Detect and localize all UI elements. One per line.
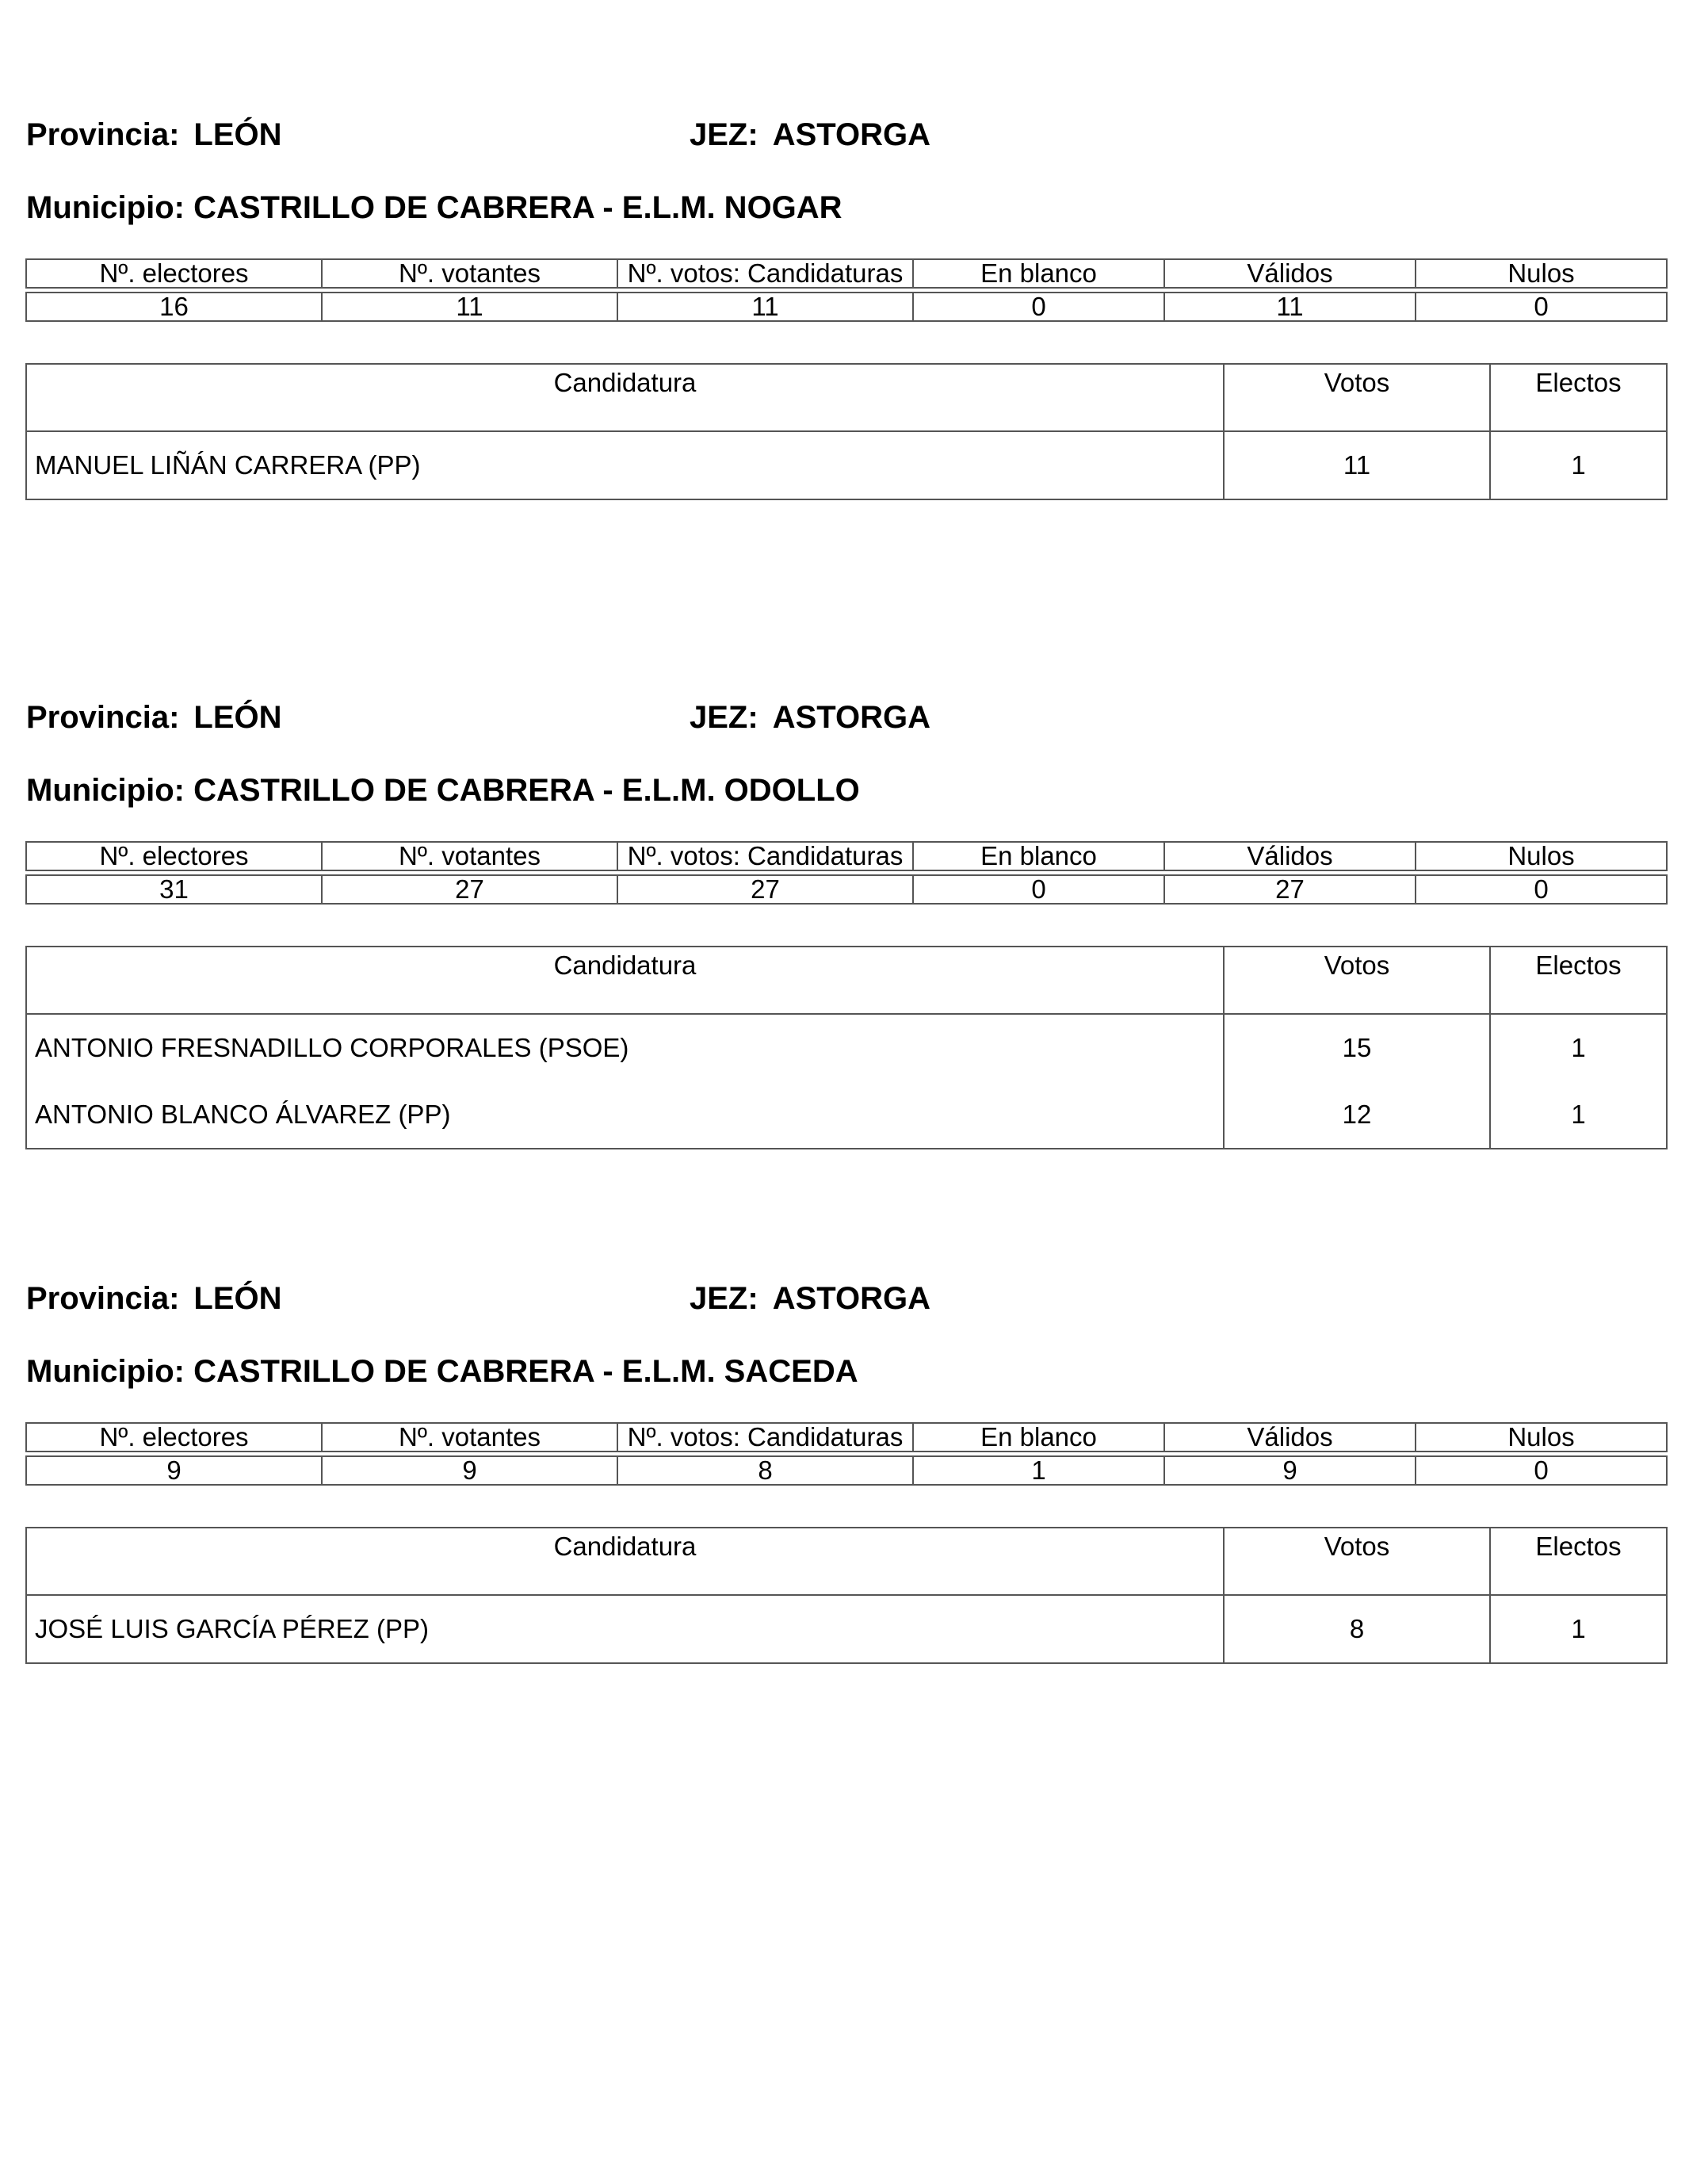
stats-header-row <box>26 1423 1667 1452</box>
electos-header: Electos <box>1490 947 1667 1014</box>
electos-header: Electos <box>1490 364 1667 431</box>
stat-header: Nº. votantes <box>322 1423 617 1452</box>
stat-header: Nulos <box>1416 1423 1667 1452</box>
stat-value: 11 <box>1164 293 1416 321</box>
municipio-title: Municipio: CASTRILLO DE CABRERA - E.L.M. ODOLLO <box>26 773 860 808</box>
candidatura-header: Candidatura <box>26 947 1224 1014</box>
provincia-value: LEÓN <box>193 1281 282 1316</box>
votos-header: Votos <box>1224 364 1490 431</box>
provincia-label: Provincia: <box>26 1281 180 1316</box>
stat-value: 0 <box>913 293 1164 321</box>
table-row <box>26 1081 1667 1149</box>
stat-value: 0 <box>1416 1456 1667 1485</box>
stat-header: Nº. votantes <box>322 259 617 288</box>
candidates-table <box>25 1527 1668 1664</box>
candidates-table <box>25 946 1668 1149</box>
table-row <box>26 1014 1667 1081</box>
provincia-label: Provincia: <box>26 117 180 152</box>
provincia-label: Provincia: <box>26 700 180 735</box>
votos-header: Votos <box>1224 947 1490 1014</box>
municipio-title: Municipio: CASTRILLO DE CABRERA - E.L.M. NOGAR <box>26 190 842 225</box>
stat-header: Nº. votantes <box>322 842 617 870</box>
stats-value-row <box>26 875 1667 904</box>
stat-header: En blanco <box>913 1423 1164 1452</box>
candidate-electos: 1 <box>1490 1595 1667 1663</box>
jez-line <box>690 1279 930 1318</box>
municipio-title: Municipio: CASTRILLO DE CABRERA - E.L.M. SACEDA <box>26 1354 858 1389</box>
stat-header: Nº. electores <box>26 1423 322 1452</box>
votos-header: Votos <box>1224 1528 1490 1595</box>
stats-value-row <box>26 293 1667 321</box>
candidate-name: MANUEL LIÑÁN CARRERA (PP) <box>26 431 1224 499</box>
candidate-votos: 11 <box>1224 431 1490 499</box>
jez-line <box>690 116 930 154</box>
stat-value: 9 <box>26 1456 322 1485</box>
stats-table <box>25 841 1668 905</box>
jez-value: ASTORGA <box>772 1281 930 1316</box>
stat-value: 27 <box>617 875 913 904</box>
stat-header: Nulos <box>1416 842 1667 870</box>
candidate-electos: 1 <box>1490 1014 1667 1081</box>
stat-value: 0 <box>1416 875 1667 904</box>
candidate-name: JOSÉ LUIS GARCÍA PÉREZ (PP) <box>26 1595 1224 1663</box>
candidatura-header: Candidatura <box>26 1528 1224 1595</box>
table-row <box>26 431 1667 499</box>
provincia-line <box>26 698 282 736</box>
stat-header: Nº. votos: Candidaturas <box>617 259 913 288</box>
stat-header: Nº. electores <box>26 259 322 288</box>
stat-value: 11 <box>617 293 913 321</box>
jez-value: ASTORGA <box>772 700 930 735</box>
stat-value: 27 <box>1164 875 1416 904</box>
provincia-value: LEÓN <box>193 117 282 152</box>
stat-value: 16 <box>26 293 322 321</box>
stats-table <box>25 258 1668 322</box>
stat-value: 31 <box>26 875 322 904</box>
stat-header: Nº. votos: Candidaturas <box>617 842 913 870</box>
stat-value: 0 <box>1416 293 1667 321</box>
provincia-line <box>26 116 282 154</box>
jez-label: JEZ: <box>690 117 758 152</box>
candidates-header-row <box>26 364 1667 431</box>
stat-header: En blanco <box>913 259 1164 288</box>
jez-value: ASTORGA <box>772 117 930 152</box>
candidate-name: ANTONIO BLANCO ÁLVAREZ (PP) <box>26 1081 1224 1149</box>
jez-label: JEZ: <box>690 700 758 735</box>
stat-value: 8 <box>617 1456 913 1485</box>
stat-header: Válidos <box>1164 842 1416 870</box>
jez-label: JEZ: <box>690 1281 758 1316</box>
candidate-name: ANTONIO FRESNADILLO CORPORALES (PSOE) <box>26 1014 1224 1081</box>
candidate-electos: 1 <box>1490 431 1667 499</box>
stat-header: Nulos <box>1416 259 1667 288</box>
candidates-table <box>25 363 1668 500</box>
stat-value: 11 <box>322 293 617 321</box>
stat-header: Nº. votos: Candidaturas <box>617 1423 913 1452</box>
stats-table <box>25 1422 1668 1486</box>
stat-value: 9 <box>1164 1456 1416 1485</box>
stats-header-row <box>26 842 1667 870</box>
candidates-header-row <box>26 947 1667 1014</box>
candidate-votos: 8 <box>1224 1595 1490 1663</box>
stat-header: Nº. electores <box>26 842 322 870</box>
provincia-line <box>26 1279 282 1318</box>
candidate-votos: 15 <box>1224 1014 1490 1081</box>
stat-header: Válidos <box>1164 1423 1416 1452</box>
candidates-header-row <box>26 1528 1667 1595</box>
stat-header: Válidos <box>1164 259 1416 288</box>
stats-value-row <box>26 1456 1667 1485</box>
jez-line <box>690 698 930 736</box>
stat-value: 0 <box>913 875 1164 904</box>
candidatura-header: Candidatura <box>26 364 1224 431</box>
stat-value: 1 <box>913 1456 1164 1485</box>
stat-value: 27 <box>322 875 617 904</box>
stat-value: 9 <box>322 1456 617 1485</box>
candidate-votos: 12 <box>1224 1081 1490 1149</box>
candidate-electos: 1 <box>1490 1081 1667 1149</box>
table-row <box>26 1595 1667 1663</box>
electos-header: Electos <box>1490 1528 1667 1595</box>
stat-header: En blanco <box>913 842 1164 870</box>
stats-header-row <box>26 259 1667 288</box>
provincia-value: LEÓN <box>193 700 282 735</box>
